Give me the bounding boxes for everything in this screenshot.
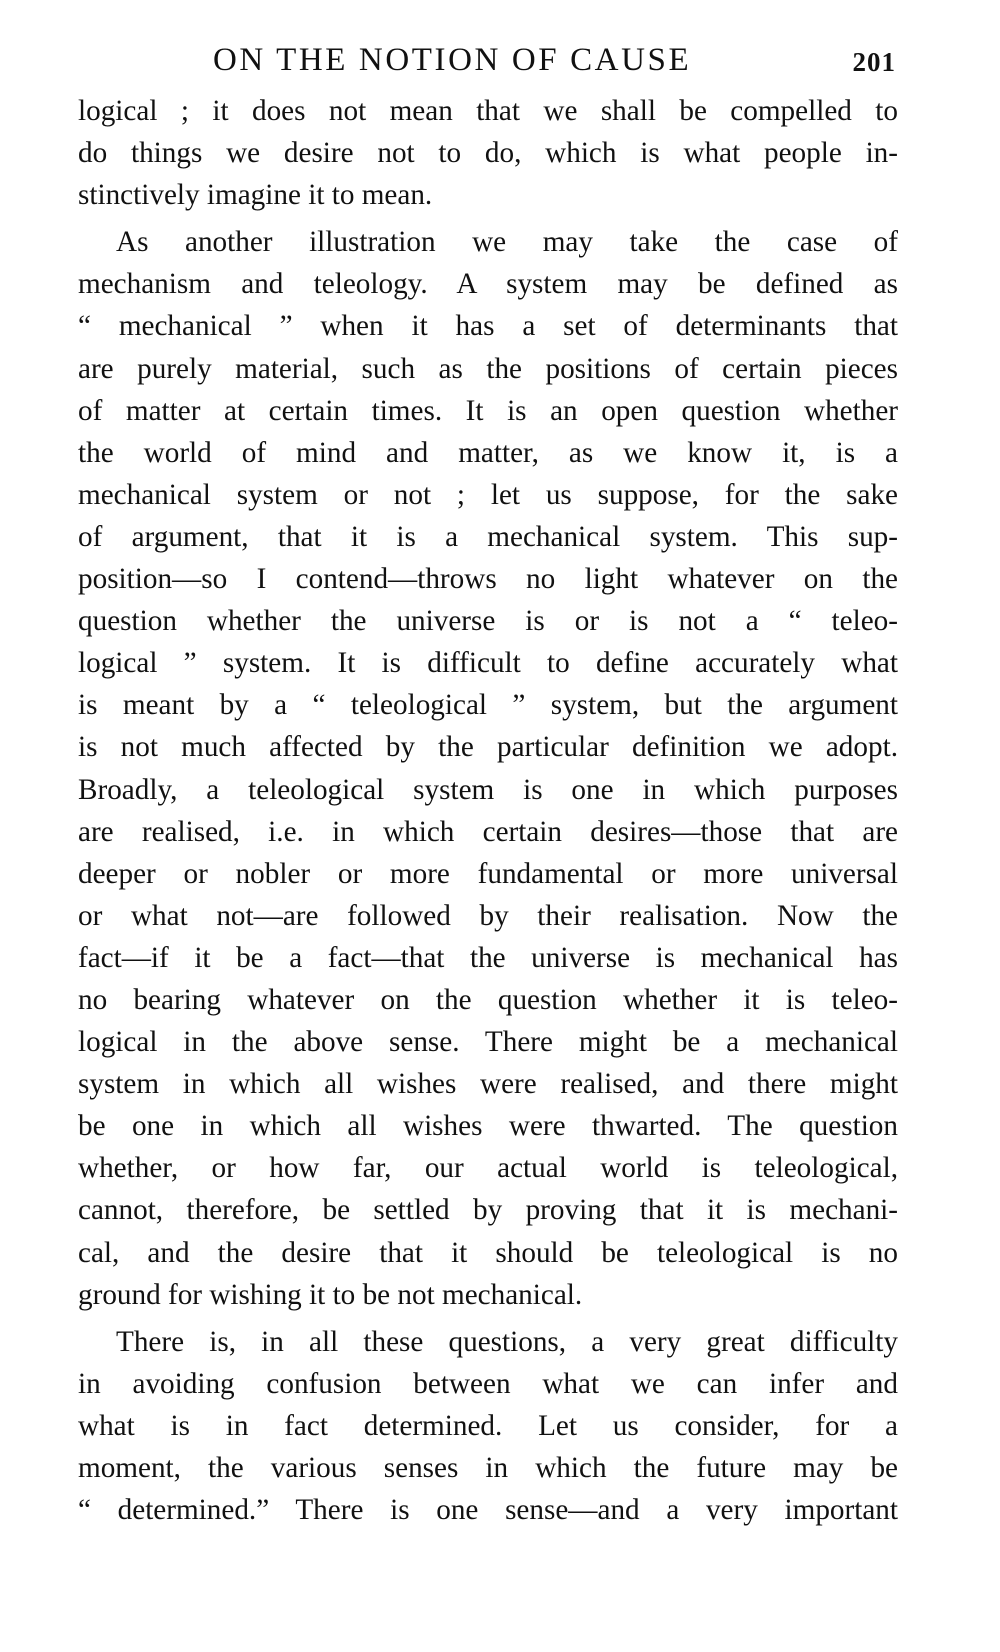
running-title: ON THE NOTION OF CAUSE — [213, 42, 692, 78]
text-line: “ mechanical ” when it has a set of determinants that — [78, 310, 898, 343]
text-line: are realised, i.e. in which certain desires—those that are — [78, 815, 898, 848]
text-line: of argument, that it is a mechanical system. This sup- — [78, 520, 898, 553]
text-line: Broadly, a teleological system is one in which purposes — [78, 773, 898, 806]
text-line: ground for wishing it to be not mechanical. — [78, 1278, 583, 1311]
text-line: no bearing whatever on the question whether it is teleo- — [78, 983, 898, 1016]
text-line: in avoiding confusion between what we can infer and — [78, 1367, 898, 1400]
paragraph-2 — [78, 221, 898, 1315]
text-line: fact—if it be a fact—that the universe is mechanical has — [78, 941, 898, 974]
text-line: cannot, therefore, be settled by proving that it is mechani- — [78, 1194, 898, 1227]
running-head — [78, 38, 898, 90]
text-line: logical in the above sense. There might be a mechanical — [78, 1026, 898, 1059]
text-line: be one in which all wishes were thwarted. The question — [78, 1110, 898, 1143]
book-page — [78, 38, 898, 1531]
text-line: moment, the various senses in which the future may be — [78, 1452, 898, 1484]
text-line: mechanism and teleology. A system may be defined as — [78, 268, 898, 301]
text-line: do things we desire not to do, which is what people in- — [78, 137, 898, 170]
text-line: logical ; it does not mean that we shall be compelled to — [78, 95, 898, 127]
text-line: “ determined.” There is one sense—and a very important — [78, 1494, 898, 1527]
text-line: stinctively imagine it to mean. — [78, 179, 433, 212]
text-line: is not much affected by the particular definition we adopt. — [78, 731, 898, 764]
text-line: system in which all wishes were realised, and there might — [78, 1068, 898, 1101]
text-line: position—so I contend—throws no light whatever on the — [78, 563, 898, 596]
text-line: There is, in all these questions, a very great difficulty — [116, 1325, 898, 1358]
text-line: cal, and the desire that it should be teleological is no — [78, 1236, 898, 1269]
paragraph-1 — [78, 90, 898, 216]
text-line: what is in fact determined. Let us consider, for a — [78, 1409, 898, 1442]
text-line: logical ” system. It is difficult to define accurately what — [78, 647, 898, 680]
text-line: whether, or how far, our actual world is teleological, — [78, 1152, 898, 1185]
text-line: of matter at certain times. It is an open question whether — [78, 394, 898, 427]
paragraph-3 — [78, 1321, 898, 1531]
text-line: question whether the universe is or is not a “ teleo- — [78, 605, 898, 638]
text-line: deeper or nobler or more fundamental or more universal — [78, 857, 898, 890]
text-line: are purely material, such as the positions of certain pieces — [78, 352, 898, 385]
page-number: 201 — [852, 47, 896, 77]
text-line: mechanical system or not ; let us suppose, for the sake — [78, 478, 898, 511]
text-line: As another illustration we may take the case of — [116, 226, 898, 259]
text-line: is meant by a “ teleological ” system, but the argument — [78, 689, 898, 722]
text-line: the world of mind and matter, as we know it, is a — [78, 436, 898, 469]
text-line: or what not—are followed by their realisation. Now the — [78, 899, 898, 932]
